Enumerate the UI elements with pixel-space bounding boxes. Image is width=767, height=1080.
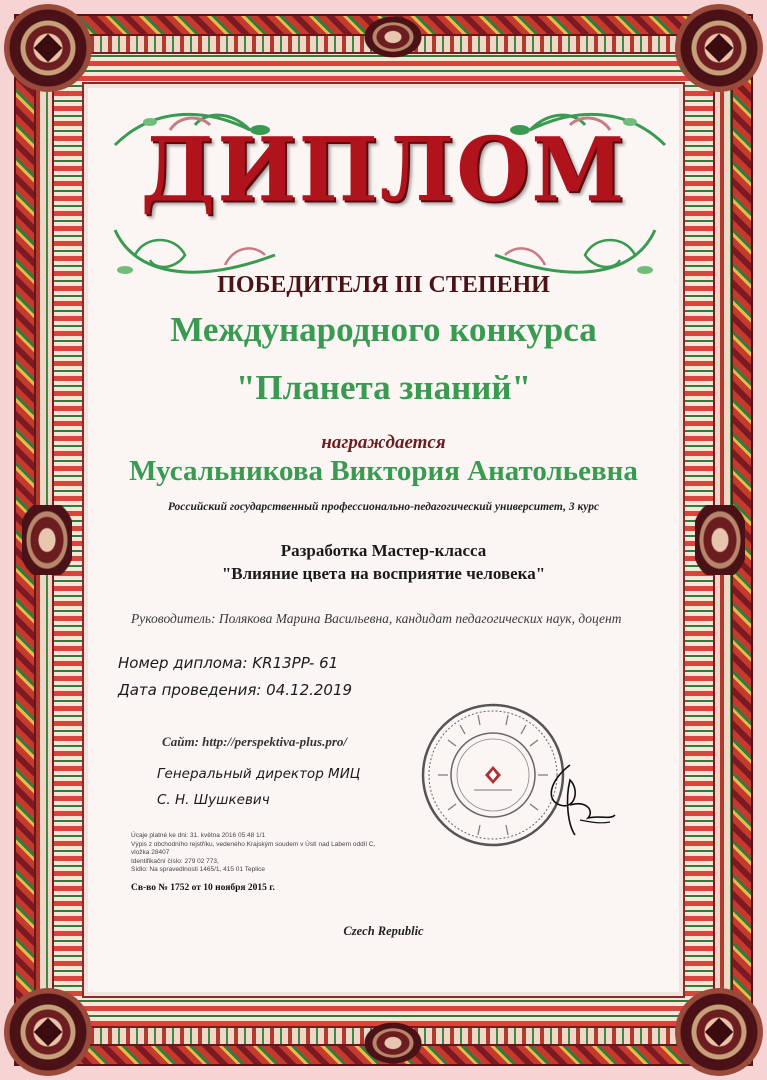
awarded-label: награждается: [321, 432, 446, 453]
supervisor-line: Руководитель: Полякова Марина Васильевна, кандидат педагогических наук, доцент: [131, 611, 622, 626]
director-title: Генеральный директор МИЦ: [157, 766, 361, 782]
certificate-line: Св-во № 1752 от 10 ноября 2015 г.: [131, 883, 275, 893]
legal-line: Úcaje platné ke dni: 31. května 2016 05:48 1/1: [131, 832, 266, 839]
contest-heading: Международного конкурса: [170, 310, 597, 349]
work-title: Разработка Мастер-класса: [280, 541, 487, 560]
event-date: Дата проведения: 04.12.2019: [118, 681, 353, 699]
legal-line: Sídlo: Na spravedlnosti 1465/1, 415 01 Teplice: [131, 866, 265, 873]
corner-rosette-bottom-left: [4, 988, 92, 1076]
website-line: Сайт: http://perspektiva-plus.pro/: [162, 734, 347, 749]
legal-line: Výpis z obchodního rejstříku, vedeného Krajským soudem v Ústí nad Labem oddíl C,: [131, 840, 376, 848]
country-line: Czech Republic: [343, 924, 424, 938]
director-name: С. Н. Шушкевич: [157, 792, 270, 808]
director-signature: [540, 760, 620, 840]
degree-heading: ПОБЕДИТЕЛЯ III СТЕПЕНИ: [217, 272, 550, 298]
corner-rosette-top-left: [4, 4, 92, 92]
work-name: "Влияние цвета на восприятие человека": [221, 564, 546, 583]
legal-line: Identifikační číslo: 279 02 773,: [131, 857, 219, 865]
diploma-title: ДИПЛОМ: [140, 117, 627, 222]
side-ornament-bottom: [358, 1018, 428, 1068]
diploma-number: Номер диплома: KR13PP- 61: [118, 654, 339, 672]
legal-registry-block: [131, 832, 451, 875]
contest-name: "Планета знаний": [235, 368, 532, 407]
legal-line: vložka 28407: [131, 849, 170, 856]
corner-rosette-bottom-right: [675, 988, 763, 1076]
side-ornament-top: [358, 12, 428, 62]
university-line: Российский государственный профессионально-педагогический университет, 3 курс: [167, 501, 600, 513]
winner-name: Мусальникова Виктория Анатольевна: [129, 455, 638, 487]
corner-rosette-top-right: [675, 4, 763, 92]
